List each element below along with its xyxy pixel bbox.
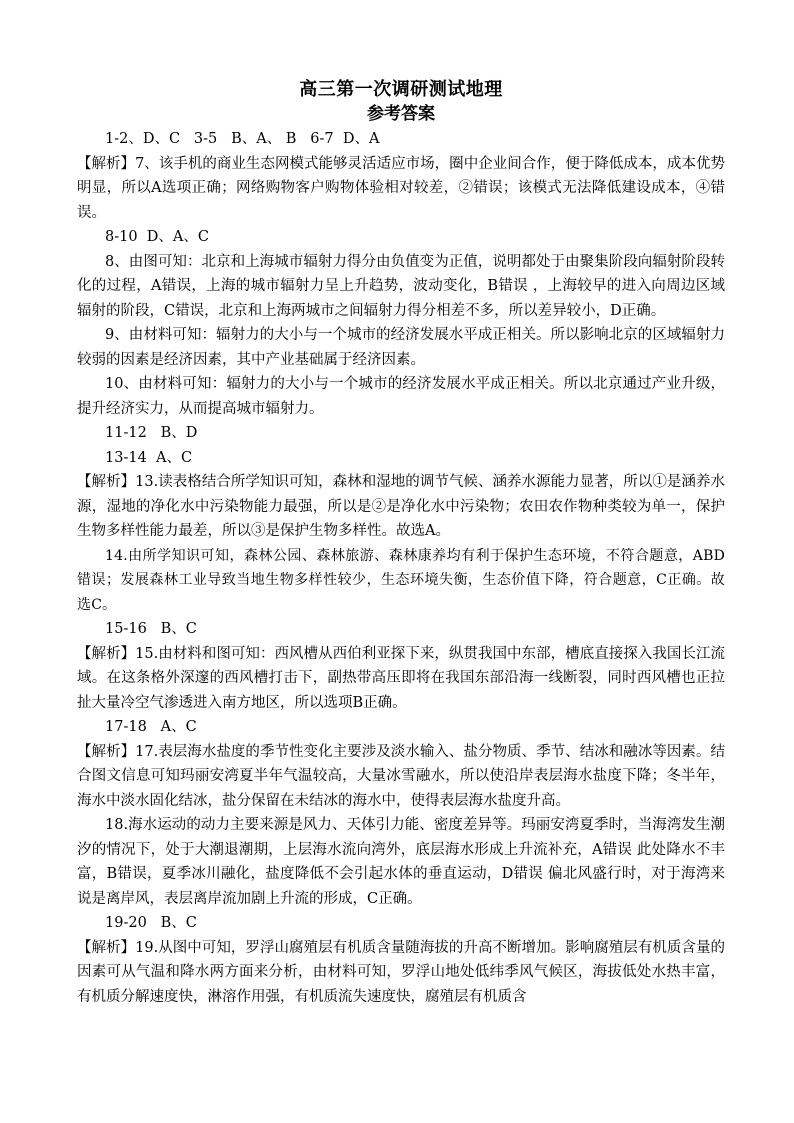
explanation-paragraph-15: 【解析】15.由材料和图可知：西风槽从西伯利亚探下来，纵贯我国中东部，槽底直接探入我国长江流域。在这条格外深邃的西风槽打击下，副热带高压即将在我国东部沿海一线断裂，同时西风槽也正拉扯大量冷空气渗透进入南方地区，所以选项B正确。 [77,645,725,711]
document-title: 高三第一次调研测试地理 [299,79,503,100]
answer-line-2: 8-10 D、A、C [105,229,209,245]
answer-line-7: 19-20 B、C [105,915,197,931]
answer-line-6: 17-18 A、C [105,719,197,735]
explanation-paragraph-14: 14.由所学知识可知，森林公园、森林旅游、森林康养均有利于保护生态环境，不符合题意，ABD错误；发展森林工业导致当地生物多样性较少，生态环境失衡，生态价值下降，符合题意，C正确。故选C。 [77,547,725,613]
answer-key-content [77,77,725,1009]
answer-line-4: 13-14 A、C [105,449,193,466]
explanation-paragraph-19: 【解析】19.从图中可知，罗浮山腐殖层有机质含量随海拔的升高不断增加。影响腐殖层有机质含量的因素可从气温和降水两方面来分析，由材料可知，罗浮山地处低纬季风气候区，海拔低处水热丰富，有机质分解速度快，淋溶作用强，有机质流失速度快，腐殖层有机质含 [77,939,725,1005]
explanation-paragraph-13: 【解析】13.读表格结合所学知识可知，森林和湿地的调节气候、涵养水源能力显著，所以①是涵养水源，湿地的净化水中污染物能力最强，所以是②是净化水中污染物；农田农作物种类较为单一，保护生物多样性能力最差，所以③是保护生物多样性。故选A。 [77,474,725,539]
answer-line-1: 1-2、D、C 3-5 B、A、 B 6-7 D、A [105,131,380,147]
document-subtitle: 参考答案 [367,104,435,124]
explanation-paragraph-10: 10、由材料可知：辐射力的大小与一个城市的经济发展水平成正相关。所以北京通过产业升级，提升经济实力，从而提高城市辐射力。 [77,376,725,417]
explanation-paragraph-7: 【解析】7、该手机的商业生态网模式能够灵活适应市场，圈中企业间合作，便于降低成本，成本优势明显，所以A选项正确；网络购物客户购物体验相对较差，②错误；该模式无法降低建设成本，④错误。 [77,155,725,221]
answer-line-3: 11-12 B、D [105,425,198,441]
explanation-paragraph-9: 9、由材料可知：辐射力的大小与一个城市的经济发展水平成正相关。所以影响北京的区域辐射力较弱的因素是经济因素，其中产业基础属于经济因素。 [77,327,725,368]
answer-line-5: 15-16 B、C [105,621,197,637]
explanation-paragraph-17: 【解析】17.表层海水盐度的季节性变化主要涉及淡水输入、盐分物质、季节、结冰和融冰等因素。结合图文信息可知玛丽安湾夏半年气温较高，大量冰雪融水，所以使沿岸表层海水盐度下降；冬半年，海水中淡水固化结冰，盐分保留在未结冰的海水中，使得表层海水盐度升高。 [77,743,725,809]
explanation-paragraph-8: 8、由图可知：北京和上海城市辐射力得分由负值变为正值，说明都处于由聚集阶段向辐射阶段转化的过程，A错误，上海的城市辐射力呈上升趋势，波动变化，B错误 ，上海较早的进入向周边区域辐射的阶段，C错误，北京和上海两城市之间辐射力得分相差不多，所以差异较小，D正确。 [77,253,725,319]
explanation-paragraph-18: 18.海水运动的动力主要来源是风力、天体引力能、密度差异等。玛丽安湾夏季时，当海湾发生潮汐的情况下，处于大潮退潮期，上层海水流向湾外，底层海水形成上升流补充，A错误 此处降水不丰富，B错误，夏季冰川融化，盐度降低不会引起水体的垂直运动，D错误 偏北风盛行时，对于海湾来说是离岸风，表层离岸流加剧上升流的形成，C正确。 [77,817,725,907]
